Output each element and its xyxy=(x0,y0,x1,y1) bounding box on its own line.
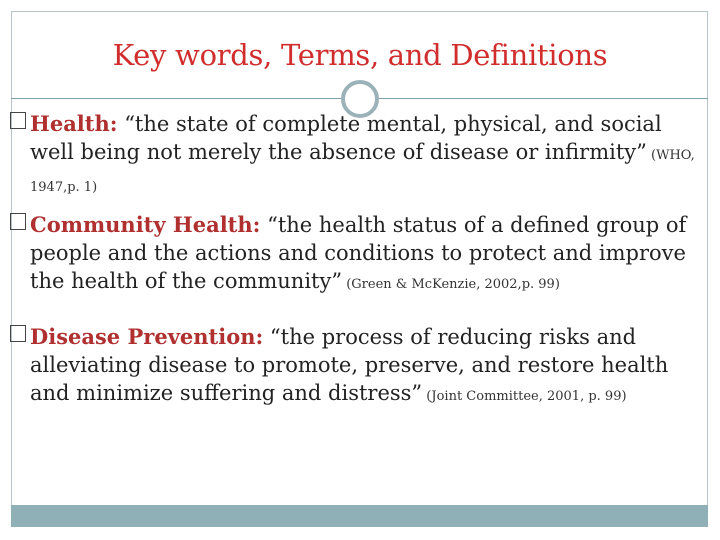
square-bullet-icon xyxy=(10,213,26,230)
footer-accent-bar xyxy=(11,505,708,527)
citation: (Green & McKenzie, 2002,p. 99) xyxy=(342,277,560,292)
definition-item-disease-prevention xyxy=(10,323,710,411)
slide-title: Key words, Terms, and Definitions xyxy=(112,38,608,72)
citation: (Joint Committee, 2001, p. 99) xyxy=(422,389,627,404)
definition-item-health xyxy=(10,110,710,202)
definition-text: “the health status of a defined group of people and the actions and conditions to protect and improve the health of the community” xyxy=(30,213,687,293)
square-bullet-icon xyxy=(10,112,26,129)
definition-text: “the state of complete mental, physical, and social well being not merely the absence of disease or infirmity” xyxy=(30,112,662,164)
square-bullet-icon xyxy=(10,325,26,342)
citation: (WHO, 1947,p. 1) xyxy=(30,148,695,195)
term-label: Community Health: xyxy=(30,212,261,237)
definition-text: “the process of reducing risks and alleviating disease to promote, preserve, and restore health and minimize suffering and distress” xyxy=(30,325,669,405)
term-label: Health: xyxy=(30,111,118,136)
definition-item-community-health xyxy=(10,211,710,299)
term-label: Disease Prevention: xyxy=(30,324,264,349)
